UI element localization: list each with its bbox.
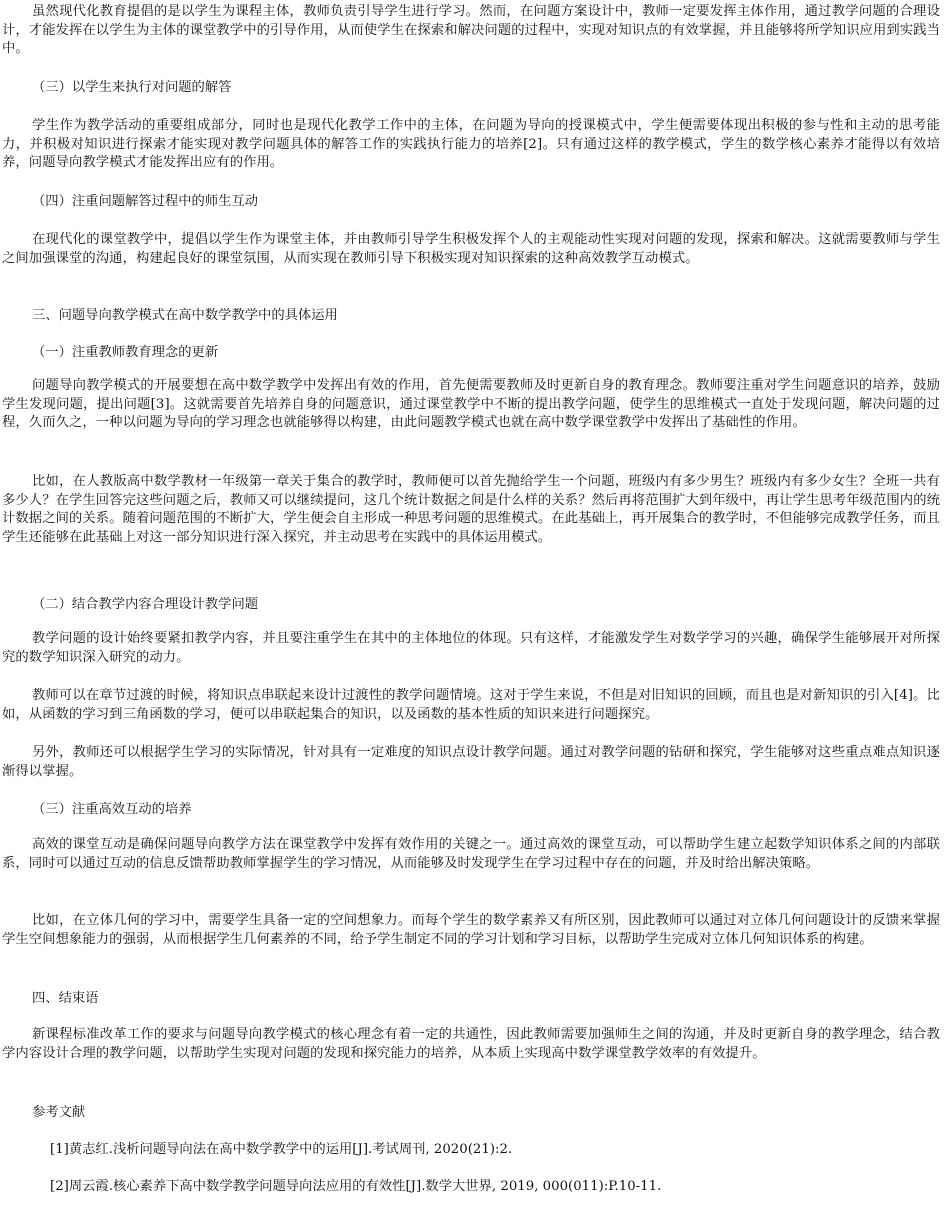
section-subheading: （二）结合教学内容合理设计教学问题	[32, 597, 259, 612]
section-heading: 三、问题导向教学模式在高中数学教学中的具体运用	[32, 308, 338, 323]
body-paragraph: 在现代化的课堂教学中，提倡以学生作为课堂主体，并由教师引导学生积极发挥个人的主观能动性实现对问题的发现，探索和解决。这就需要教师与学生之间加强课堂的沟通，构建起良好的课堂氛围，从而实现在教师引导下积极实现对知识探索的这种高效教学互动模式。	[2, 232, 940, 266]
body-paragraph: 学生作为教学活动的重要组成部分，同时也是现代化教学工作中的主体，在问题为导向的授课模式中，学生便需要体现出积极的参与性和主动的思考能力，并积极对知识进行探索才能实现对教学问题具体的解答工作的实践执行能力的培养[2]。只有通过这样的教学模式，学生的数学核心素养才能得以有效培养，问题导向教学模式才能发挥出应有的作用。	[2, 118, 940, 170]
body-paragraph: 比如，在立体几何的学习中，需要学生具备一定的空间想象力。而每个学生的数学素养又有所区别，因此教师可以通过对立体几何问题设计的反馈来掌握学生空间想象能力的强弱，从而根据学生几何素养的不同，给予学生制定不同的学习计划和学习目标，以帮助学生完成对立体几何知识体系的构建。	[2, 913, 940, 947]
reference-item: [2]周云霞.核心素养下高中数学教学问题导向法应用的有效性[J].数学大世界, 2019, 000(011):P.10-11.	[50, 1179, 662, 1194]
references-heading: 参考文献	[32, 1105, 86, 1120]
body-paragraph: 高效的课堂互动是确保问题导向教学方法在课堂教学中发挥有效作用的关键之一。通过高效的课堂互动，可以帮助学生建立起数学知识体系之间的内部联系，同时可以通过互动的信息反馈帮助教师掌握学生的学习情况，从而能够及时发现学生在学习过程中存在的问题，并及时给出解决策略。	[2, 837, 940, 871]
body-paragraph: 新课程标准改革工作的要求与问题导向教学模式的核心理念有着一定的共通性，因此教师需要加强师生之间的沟通，并及时更新自身的教学理念，结合教学内容设计合理的教学问题，以帮助学生实现对问题的发现和探究能力的培养，从本质上实现高中数学课堂教学效率的有效提升。	[2, 1027, 940, 1061]
body-paragraph: 问题导向教学模式的开展要想在高中数学教学中发挥出有效的作用，首先便需要教师及时更新自身的教育理念。教师要注重对学生问题意识的培养，鼓励学生发现问题，提出问题[3]。这就需要首先培养自身的问题意识，通过课堂教学中不断的提出教学问题，使学生的思维模式一直处于发现问题，解决问题的过程，久而久之，一种以问题为导向的学习理念也就能够得以构建，由此问题教学模式也就在高中数学课堂教学中发挥出了基础性的作用。	[2, 378, 940, 430]
section-subheading: （一）注重教师教育理念的更新	[32, 345, 219, 360]
section-subheading: （三）以学生来执行对问题的解答	[32, 80, 232, 95]
body-paragraph: 教师可以在章节过渡的时候，将知识点串联起来设计过渡性的教学问题情境。这对于学生来说，不但是对旧知识的回顾，而且也是对新知识的引入[4]。比如，从函数的学习到三角函数的学习，便可以串联起集合的知识，以及函数的基本性质的知识来进行问题探究。	[2, 688, 940, 722]
body-paragraph: 虽然现代化教育提倡的是以学生为课程主体，教师负责引导学生进行学习。然而，在问题方案设计中，教师一定要发挥主体作用，通过教学问题的合理设计，才能发挥在以学生为主体的课堂教学中的引导作用，从而使学生在探索和解决问题的过程中，实现对知识点的有效掌握，并且能够将所学知识应用到实践当中。	[2, 4, 940, 56]
body-paragraph: 比如，在人教版高中数学教材一年级第一章关于集合的教学时，教师便可以首先抛给学生一个问题，班级内有多少男生？班级内有多少女生？全班一共有多少人？在学生回答完这些问题之后，教师又可以继续提问，这几个统计数据之间是什么样的关系？然后再将范围扩大到年级中，再让学生思考年级范围内的统计数据之间的关系。随着问题范围的不断扩大，学生便会自主形成一种思考问题的思维模式。在此基础上，再开展集合的教学时，不但能够完成教学任务，而且学生还能够在此基础上对这一部分知识进行深入探究，并主动思考在实践中的具体运用模式。	[2, 474, 940, 545]
body-paragraph: 教学问题的设计始终要紧扣教学内容，并且要注重学生在其中的主体地位的体现。只有这样，才能激发学生对数学学习的兴趣，确保学生能够展开对所探究的数学知识深入研究的动力。	[2, 631, 940, 665]
section-heading: 四、结束语	[32, 991, 99, 1006]
reference-item: [1]黄志红.浅析问题导向法在高中数学教学中的运用[J].考试周刊, 2020(21):2.	[50, 1142, 513, 1157]
section-subheading: （三）注重高效互动的培养	[32, 802, 192, 817]
body-paragraph: 另外，教师还可以根据学生学习的实际情况，针对具有一定难度的知识点设计教学问题。通过对教学问题的钻研和探究，学生能够对这些重点难点知识逐渐得以掌握。	[2, 745, 940, 779]
section-subheading: （四）注重问题解答过程中的师生互动	[32, 194, 259, 209]
